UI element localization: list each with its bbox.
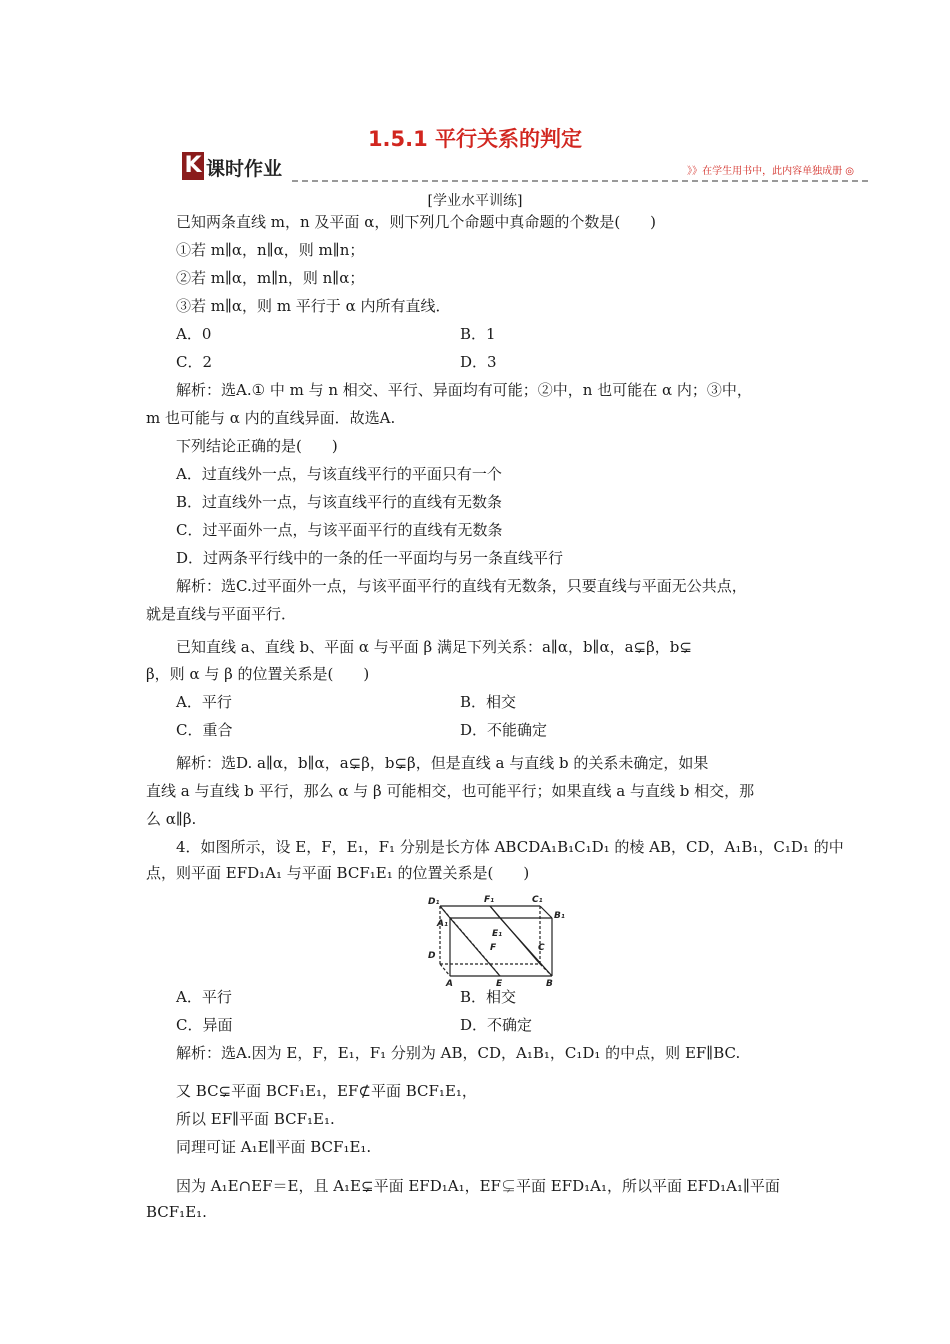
text-line: B．过直线外一点，与该直线平行的直线有无数条 xyxy=(176,493,503,511)
banner-divider xyxy=(292,180,868,182)
text-line: D．不确定 xyxy=(460,1016,533,1034)
text-line: 同理可证 A₁E∥平面 BCF₁E₁. xyxy=(176,1138,372,1156)
text-line: C．异面 xyxy=(176,1016,233,1034)
figure-label: F xyxy=(490,943,497,953)
text-line: 解析：选A.① 中 m 与 n 相交、平行、异面均有可能；②中，n 也可能在 α 内；③中， xyxy=(176,381,752,399)
text-line: D．3 xyxy=(460,353,497,371)
text-line: B．1 xyxy=(460,325,496,343)
section-subtitle: [学业水平训练] xyxy=(427,193,523,209)
text-line: B．相交 xyxy=(460,988,517,1006)
text-line: β，则 α 与 β 的位置关系是( ) xyxy=(146,665,370,683)
text-line: D．过两条平行线中的一条的任一平面均与另一条直线平行 xyxy=(176,549,564,567)
text-line: 4．如图所示，设 E，F，E₁，F₁ 分别是长方体 ABCDA₁B₁C₁D₁ 的棱 AB，CD，A₁B₁，C₁D₁ 的中 xyxy=(176,838,844,856)
figure-label: B xyxy=(546,979,553,989)
text-line: 因为 A₁E∩EF＝E，且 A₁E⊊平面 EFD₁A₁，EF⊊平面 EFD₁A₁，所以平面 EFD₁A₁∥平面 xyxy=(176,1177,780,1195)
text-line: m 也可能与 α 内的直线异面．故选A. xyxy=(146,409,396,427)
section-banner xyxy=(182,150,868,184)
figure-label: E₁ xyxy=(492,929,503,939)
text-line: 点，则平面 EFD₁A₁ 与平面 BCF₁E₁ 的位置关系是( ) xyxy=(146,864,530,882)
k-logo-icon: K xyxy=(182,152,204,180)
text-line: 直线 a 与直线 b 平行，那么 α 与 β 可能相交，也可能平行；如果直线 a 与直线 b 相交，那 xyxy=(146,782,755,800)
text-line: A．平行 xyxy=(176,988,232,1006)
text-line: 已知直线 a、直线 b、平面 α 与平面 β 满足下列关系：a∥α，b∥α，a⊊β，b⊊ xyxy=(176,638,692,656)
text-line: B．相交 xyxy=(460,693,517,711)
text-line: C．2 xyxy=(176,353,213,371)
page-title: 1.5.1 平行关系的判定 xyxy=(367,127,583,151)
text-line: A．0 xyxy=(176,325,212,343)
text-line: 下列结论正确的是( ) xyxy=(176,437,338,455)
figure-label: F₁ xyxy=(484,895,495,905)
figure-label: A xyxy=(446,979,453,989)
text-line: 就是直线与平面平行． xyxy=(146,605,297,623)
text-line: 已知两条直线 m，n 及平面 α，则下列几个命题中真命题的个数是( ) xyxy=(176,213,657,231)
text-line: BCF₁E₁. xyxy=(146,1203,207,1221)
text-line: ①若 m∥α，n∥α，则 m∥n； xyxy=(176,241,365,259)
text-line: 所以 EF∥平面 BCF₁E₁. xyxy=(176,1110,335,1128)
banner-note: 》》在学生用书中，此内容单独成册 ◎ xyxy=(687,166,854,177)
figure-label: C xyxy=(538,943,545,953)
figure-label: B₁ xyxy=(554,911,565,921)
text-line: 解析：选A.因为 E，F，E₁，F₁ 分别为 AB，CD，A₁B₁，C₁D₁ 的中点，则 EF∥BC. xyxy=(176,1044,741,1062)
banner-title: 课时作业 xyxy=(206,158,283,180)
text-line: C．重合 xyxy=(176,721,233,739)
cuboid-figure xyxy=(420,888,565,989)
text-line: 解析：选D. a∥α，b∥α，a⊊β，b⊊β，但是直线 a 与直线 b 的关系未确定，如果 xyxy=(176,754,709,772)
text-line: 又 BC⊊平面 BCF₁E₁，EF⊄平面 BCF₁E₁， xyxy=(176,1082,477,1100)
text-line: C．过平面外一点，与该平面平行的直线有无数条 xyxy=(176,521,503,539)
text-line: ②若 m∥α，m∥n，则 n∥α； xyxy=(176,269,365,287)
text-line: A．过直线外一点，与该直线平行的平面只有一个 xyxy=(176,465,502,483)
text-line: D．不能确定 xyxy=(460,721,548,739)
figure-label: A₁ xyxy=(437,919,448,929)
text-line: ③若 m∥α，则 m 平行于 α 内所有直线． xyxy=(176,297,451,315)
text-line: 么 α∥β. xyxy=(146,810,197,828)
figure-label: E xyxy=(496,979,503,989)
text-line: 解析：选C.过平面外一点，与该平面平行的直线有无数条，只要直线与平面无公共点， xyxy=(176,577,747,595)
figure-label: D xyxy=(428,951,436,961)
figure-label: C₁ xyxy=(532,895,543,905)
figure-label: D₁ xyxy=(428,897,440,907)
text-line: A．平行 xyxy=(176,693,232,711)
